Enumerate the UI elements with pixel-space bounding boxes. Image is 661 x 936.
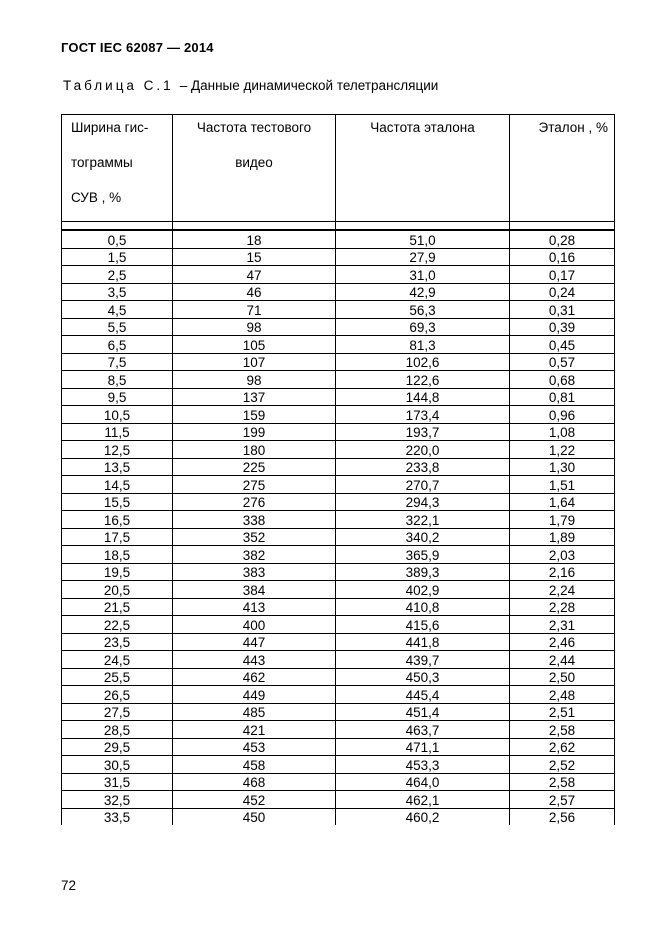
cell-reference-percent: 2,57 — [510, 791, 615, 809]
cell-reference-percent: 2,46 — [510, 633, 615, 651]
cell-reference-frequency: 460,2 — [336, 808, 510, 825]
cell-reference-frequency: 233,8 — [336, 458, 510, 476]
cell-histogram-width: 1,5 — [62, 248, 173, 266]
table-row — [62, 546, 615, 564]
cell-reference-frequency: 51,0 — [336, 230, 510, 248]
cell-test-video-frequency: 199 — [173, 423, 336, 441]
cell-histogram-width: 30,5 — [62, 756, 173, 774]
cell-reference-frequency: 81,3 — [336, 336, 510, 354]
table-row — [62, 616, 615, 634]
cell-test-video-frequency: 384 — [173, 581, 336, 599]
cell-test-video-frequency: 105 — [173, 336, 336, 354]
cell-histogram-width: 32,5 — [62, 791, 173, 809]
cell-test-video-frequency: 453 — [173, 738, 336, 756]
cell-test-video-frequency: 452 — [173, 791, 336, 809]
table-row — [62, 668, 615, 686]
table-row — [62, 581, 615, 599]
cell-reference-percent: 2,03 — [510, 546, 615, 564]
cell-reference-percent: 0,81 — [510, 388, 615, 406]
cell-test-video-frequency: 382 — [173, 546, 336, 564]
cell-reference-percent: 1,30 — [510, 458, 615, 476]
table-row — [62, 336, 615, 354]
header-reference-frequency — [336, 115, 510, 222]
table-header-row — [62, 115, 615, 222]
cell-reference-frequency: 144,8 — [336, 388, 510, 406]
cell-reference-frequency: 464,0 — [336, 773, 510, 791]
cell-histogram-width: 9,5 — [62, 388, 173, 406]
cell-test-video-frequency: 447 — [173, 633, 336, 651]
cell-reference-percent: 1,89 — [510, 528, 615, 546]
table-caption — [63, 78, 438, 93]
cell-reference-percent: 0,96 — [510, 406, 615, 424]
header-histogram-width-line: СУВ , % — [71, 190, 122, 205]
cell-test-video-frequency: 71 — [173, 301, 336, 319]
header-histogram-width-line: Ширина гис- — [71, 120, 149, 135]
cell-test-video-frequency: 18 — [173, 230, 336, 248]
page-number: 72 — [61, 878, 77, 893]
cell-reference-percent: 1,08 — [510, 423, 615, 441]
table-row — [62, 458, 615, 476]
table-row — [62, 598, 615, 616]
cell-histogram-width: 0,5 — [62, 230, 173, 248]
data-table — [61, 114, 615, 825]
cell-histogram-width: 27,5 — [62, 703, 173, 721]
cell-reference-frequency: 415,6 — [336, 616, 510, 634]
header-histogram-width-line: тограммы — [71, 155, 133, 170]
header-test-video-frequency-line: видео — [235, 155, 273, 170]
cell-histogram-width: 12,5 — [62, 441, 173, 459]
table-row — [62, 371, 615, 389]
cell-histogram-width: 5,5 — [62, 318, 173, 336]
table-row — [62, 493, 615, 511]
cell-test-video-frequency: 180 — [173, 441, 336, 459]
cell-histogram-width: 31,5 — [62, 773, 173, 791]
cell-reference-frequency: 471,1 — [336, 738, 510, 756]
table-row — [62, 773, 615, 791]
cell-test-video-frequency: 485 — [173, 703, 336, 721]
cell-reference-frequency: 270,7 — [336, 476, 510, 494]
header-reference-percent-line: Эталон , % — [538, 120, 608, 135]
cell-test-video-frequency: 421 — [173, 721, 336, 739]
cell-test-video-frequency: 413 — [173, 598, 336, 616]
cell-reference-percent: 0,16 — [510, 248, 615, 266]
cell-histogram-width: 8,5 — [62, 371, 173, 389]
cell-reference-frequency: 445,4 — [336, 686, 510, 704]
cell-reference-percent: 1,64 — [510, 493, 615, 511]
table-row — [62, 476, 615, 494]
cell-histogram-width: 28,5 — [62, 721, 173, 739]
cell-reference-percent: 2,56 — [510, 808, 615, 825]
table-row — [62, 528, 615, 546]
cell-histogram-width: 33,5 — [62, 808, 173, 825]
table-row — [62, 686, 615, 704]
cell-test-video-frequency: 443 — [173, 651, 336, 669]
cell-histogram-width: 14,5 — [62, 476, 173, 494]
cell-reference-frequency: 463,7 — [336, 721, 510, 739]
cell-reference-frequency: 69,3 — [336, 318, 510, 336]
header-reference-frequency-line: Частота эталона — [370, 120, 475, 135]
cell-test-video-frequency: 159 — [173, 406, 336, 424]
table-row — [62, 721, 615, 739]
cell-test-video-frequency: 458 — [173, 756, 336, 774]
cell-test-video-frequency: 98 — [173, 371, 336, 389]
cell-test-video-frequency: 352 — [173, 528, 336, 546]
cell-reference-percent: 2,50 — [510, 668, 615, 686]
header-reference-percent — [510, 115, 615, 222]
cell-reference-percent: 2,44 — [510, 651, 615, 669]
table-row — [62, 738, 615, 756]
cell-test-video-frequency: 450 — [173, 808, 336, 825]
cell-reference-frequency: 193,7 — [336, 423, 510, 441]
cell-reference-percent: 2,28 — [510, 598, 615, 616]
cell-reference-percent: 0,24 — [510, 283, 615, 301]
header-test-video-frequency — [173, 115, 336, 222]
cell-reference-frequency: 322,1 — [336, 511, 510, 529]
cell-histogram-width: 25,5 — [62, 668, 173, 686]
cell-reference-frequency: 389,3 — [336, 563, 510, 581]
cell-reference-frequency: 220,0 — [336, 441, 510, 459]
table-row — [62, 406, 615, 424]
cell-test-video-frequency: 15 — [173, 248, 336, 266]
cell-reference-percent: 0,57 — [510, 353, 615, 371]
cell-reference-percent: 2,16 — [510, 563, 615, 581]
cell-reference-percent: 2,31 — [510, 616, 615, 634]
table-row — [62, 633, 615, 651]
cell-histogram-width: 22,5 — [62, 616, 173, 634]
cell-reference-percent: 0,45 — [510, 336, 615, 354]
cell-reference-percent: 0,68 — [510, 371, 615, 389]
table-row — [62, 791, 615, 809]
header-histogram-width — [62, 115, 173, 222]
cell-reference-frequency: 451,4 — [336, 703, 510, 721]
table-row — [62, 808, 615, 825]
cell-reference-frequency: 31,0 — [336, 266, 510, 284]
cell-reference-frequency: 441,8 — [336, 633, 510, 651]
cell-histogram-width: 29,5 — [62, 738, 173, 756]
cell-test-video-frequency: 98 — [173, 318, 336, 336]
cell-reference-percent: 2,62 — [510, 738, 615, 756]
table-row — [62, 563, 615, 581]
cell-reference-percent: 2,58 — [510, 773, 615, 791]
cell-test-video-frequency: 462 — [173, 668, 336, 686]
cell-reference-percent: 2,48 — [510, 686, 615, 704]
cell-reference-percent: 1,79 — [510, 511, 615, 529]
cell-histogram-width: 19,5 — [62, 563, 173, 581]
table-row — [62, 651, 615, 669]
cell-reference-frequency: 56,3 — [336, 301, 510, 319]
cell-histogram-width: 15,5 — [62, 493, 173, 511]
cell-reference-frequency: 294,3 — [336, 493, 510, 511]
table-row — [62, 423, 615, 441]
cell-reference-frequency: 462,1 — [336, 791, 510, 809]
cell-test-video-frequency: 383 — [173, 563, 336, 581]
cell-reference-frequency: 42,9 — [336, 283, 510, 301]
cell-histogram-width: 17,5 — [62, 528, 173, 546]
table-row — [62, 230, 615, 248]
table-row — [62, 248, 615, 266]
cell-histogram-width: 20,5 — [62, 581, 173, 599]
cell-histogram-width: 26,5 — [62, 686, 173, 704]
cell-histogram-width: 11,5 — [62, 423, 173, 441]
table-row — [62, 756, 615, 774]
cell-reference-frequency: 340,2 — [336, 528, 510, 546]
table-row — [62, 266, 615, 284]
cell-reference-percent: 1,51 — [510, 476, 615, 494]
cell-reference-frequency: 102,6 — [336, 353, 510, 371]
table-caption-label: Таблица С.1 — [63, 78, 174, 93]
cell-reference-frequency: 402,9 — [336, 581, 510, 599]
cell-histogram-width: 2,5 — [62, 266, 173, 284]
cell-histogram-width: 21,5 — [62, 598, 173, 616]
header-test-video-frequency-line: Частота тестового — [196, 120, 312, 135]
cell-reference-frequency: 410,8 — [336, 598, 510, 616]
cell-reference-frequency: 453,3 — [336, 756, 510, 774]
cell-reference-frequency: 27,9 — [336, 248, 510, 266]
cell-histogram-width: 10,5 — [62, 406, 173, 424]
table-row — [62, 511, 615, 529]
table-row — [62, 441, 615, 459]
table-caption-title: – Данные динамической телетрансляции — [179, 78, 439, 93]
cell-test-video-frequency: 449 — [173, 686, 336, 704]
table-row — [62, 703, 615, 721]
cell-reference-percent: 2,52 — [510, 756, 615, 774]
cell-histogram-width: 4,5 — [62, 301, 173, 319]
cell-reference-percent: 0,28 — [510, 230, 615, 248]
cell-reference-percent: 2,58 — [510, 721, 615, 739]
cell-histogram-width: 6,5 — [62, 336, 173, 354]
cell-reference-percent: 0,17 — [510, 266, 615, 284]
cell-test-video-frequency: 46 — [173, 283, 336, 301]
document-header: ГОСТ IEC 62087 — 2014 — [61, 40, 214, 55]
cell-histogram-width: 16,5 — [62, 511, 173, 529]
cell-test-video-frequency: 400 — [173, 616, 336, 634]
cell-test-video-frequency: 137 — [173, 388, 336, 406]
table-spacer-row — [62, 222, 615, 231]
cell-test-video-frequency: 225 — [173, 458, 336, 476]
cell-reference-percent: 1,22 — [510, 441, 615, 459]
cell-test-video-frequency: 276 — [173, 493, 336, 511]
cell-reference-percent: 2,24 — [510, 581, 615, 599]
cell-test-video-frequency: 107 — [173, 353, 336, 371]
cell-test-video-frequency: 468 — [173, 773, 336, 791]
cell-reference-percent: 0,31 — [510, 301, 615, 319]
cell-test-video-frequency: 338 — [173, 511, 336, 529]
cell-reference-percent: 0,39 — [510, 318, 615, 336]
cell-histogram-width: 24,5 — [62, 651, 173, 669]
cell-histogram-width: 23,5 — [62, 633, 173, 651]
cell-reference-percent: 2,51 — [510, 703, 615, 721]
table-row — [62, 283, 615, 301]
cell-histogram-width: 7,5 — [62, 353, 173, 371]
cell-histogram-width: 3,5 — [62, 283, 173, 301]
cell-histogram-width: 13,5 — [62, 458, 173, 476]
cell-histogram-width: 18,5 — [62, 546, 173, 564]
cell-reference-frequency: 450,3 — [336, 668, 510, 686]
cell-test-video-frequency: 47 — [173, 266, 336, 284]
cell-reference-frequency: 365,9 — [336, 546, 510, 564]
table-row — [62, 388, 615, 406]
table-body — [62, 222, 615, 826]
cell-test-video-frequency: 275 — [173, 476, 336, 494]
table-row — [62, 318, 615, 336]
cell-reference-frequency: 122,6 — [336, 371, 510, 389]
cell-reference-frequency: 439,7 — [336, 651, 510, 669]
table-row — [62, 301, 615, 319]
table-row — [62, 353, 615, 371]
cell-reference-frequency: 173,4 — [336, 406, 510, 424]
